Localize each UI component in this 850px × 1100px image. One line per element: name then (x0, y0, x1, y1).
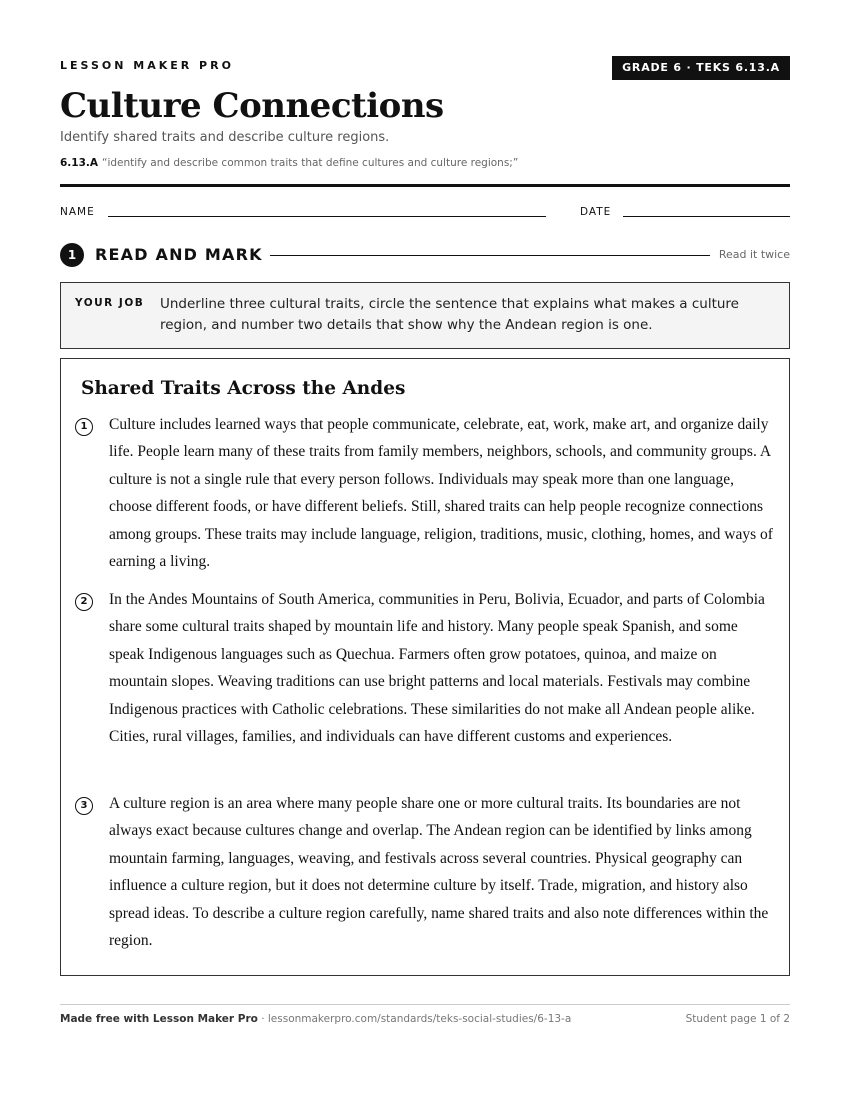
paragraph-number: 2 (75, 593, 93, 611)
student-fields (60, 204, 790, 220)
page-subtitle: Identify shared traits and describe culture regions. (60, 130, 390, 145)
brand-row (60, 56, 790, 80)
standard-code: 6.13.A (60, 157, 99, 169)
paragraph-text: Culture includes learned ways that people communicate, celebrate, eat, work, make art, and organize daily life. People learn many of these traits from family members, neighbors, schools, and community groups. A culture is not a single rule that every person follows. Individuals may speak more than one language, choose different foods, or have different beliefs. Still, shared traits can help people recognize connections among groups. These traits may include language, religion, traditions, music, clothing, homes, and ways of earning a living. (109, 416, 773, 571)
page-title: Culture Connections (60, 86, 444, 126)
header-divider (60, 184, 790, 187)
date-field[interactable] (623, 216, 790, 217)
page-number: Student page 1 of 2 (685, 1013, 790, 1025)
section-header (60, 243, 790, 267)
job-text: Underline three cultural traits, circle the sentence that explains what makes a culture region, and number two details that show why the Andean region is one. (160, 296, 739, 333)
brand-name: LESSON MAKER PRO (60, 59, 234, 72)
footer-credit: Made free with Lesson Maker Pro (60, 1013, 258, 1025)
paragraph-text: In the Andes Mountains of South America, communities in Peru, Bolivia, Ecuador, and parts of Colombia share some cultural traits shaped by mountain life and history. Many people speak Spanish, and some speak Indigenous languages such as Quechua. Farmers often grow potatoes, quinoa, and maize on mountain slopes. Weaving traditions can use bright patterns and local materials. Festivals may combine Indigenous practices with Catholic celebrations. These similarities do not make all Andean people alike. Cities, rural villages, families, and individuals can have different customs and experiences. (109, 591, 765, 746)
page-footer (60, 1013, 790, 1025)
paragraph-number: 1 (75, 418, 93, 436)
paragraph-text: A culture region is an area where many people share one or more cultural traits. Its boundaries are not always exact because cultures change and overlap. The Andean region can be identified by links among mountain farming, languages, weaving, and festivals across several countries. Physical geography can influence a culture region, but it does not determine culture by itself. Trade, migration, and history also spread ideas. To describe a culture region carefully, name shared traits and also note differences within the region. (109, 795, 769, 950)
footer-divider (60, 1004, 790, 1005)
footer-url[interactable]: · lessonmakerpro.com/standards/teks-social-studies/6-13-a (257, 1013, 572, 1025)
name-field[interactable] (108, 216, 546, 217)
grade-badge: GRADE 6 · TEKS 6.13.A (612, 56, 790, 80)
section-divider (270, 255, 710, 256)
date-label: DATE (580, 206, 612, 218)
standard-text: “identify and describe common traits that define cultures and culture regions;” (102, 157, 519, 169)
section-hint: Read it twice (718, 248, 790, 261)
section-title: READ AND MARK (95, 245, 263, 264)
passage-title: Shared Traits Across the Andes (81, 378, 406, 399)
name-label: NAME (60, 206, 95, 218)
job-label: YOUR JOB (75, 297, 145, 309)
job-instructions-box (60, 282, 790, 349)
paragraph-number: 3 (75, 797, 93, 815)
section-number-badge: 1 (60, 243, 84, 267)
standard-line (60, 157, 518, 169)
reading-passage (60, 358, 790, 976)
